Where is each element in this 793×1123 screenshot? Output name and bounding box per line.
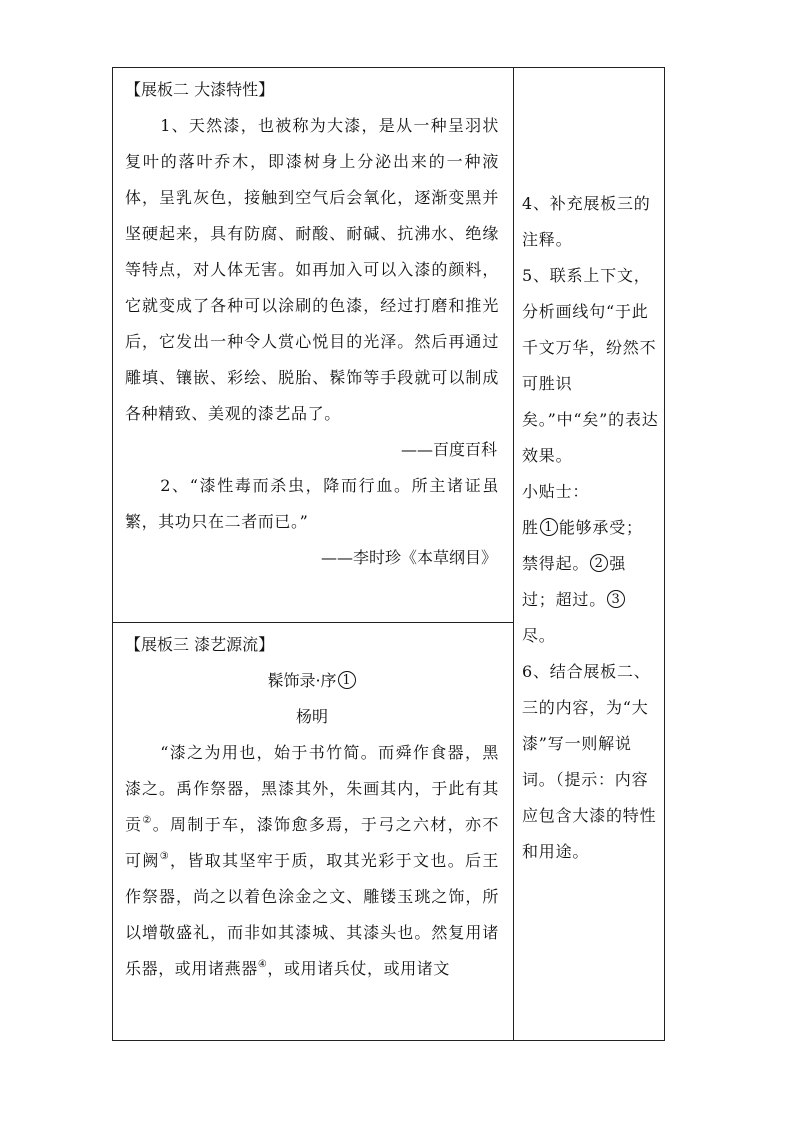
panel-two-source-2: ——李时珍《本草纲目》 (320, 548, 497, 567)
article-text-a: “漆之为用也，始于书竹简。而舜作食器，黑漆之。禹作祭器，黑漆其外，朱画其内，于此有其贡 (125, 743, 499, 834)
question-5: 5、联系上下文，分析画线句“于此千文万华，纷然不可胜识矣。”中“矣”的表达效果。 (522, 266, 659, 465)
tip-marker-1: 1 (540, 518, 558, 536)
article-text-d: ，或用诸兵仗，或用诸文 (267, 959, 450, 978)
tip-marker-3: 3 (607, 590, 625, 608)
questions-cell (514, 68, 665, 1040)
article-text-c: ，皆取其坚牢于质，取其光彩于文也。后王作祭器，尚之以着色涂金之文、雕镂玉珧之饰，所以增敬盛礼，而非如其漆城、其漆头也。然复用诸乐器，或用诸燕器 (125, 851, 500, 978)
article-heading (125, 663, 499, 699)
tip-text-c: 强过；超过。 (522, 554, 627, 609)
panel-two-paragraph-2: 2、“漆性毒而杀虫，降而行血。所主诸证虽繁，其功只在二者而已。” (125, 476, 499, 531)
tip-marker-2: 2 (590, 554, 608, 572)
panel-three-cell (113, 623, 513, 1041)
tip-text-a: 胜 (522, 518, 539, 537)
article-body (125, 735, 499, 987)
article-heading-text: 髹饰录·序 (267, 671, 337, 690)
panel-two-cell (113, 68, 513, 622)
document-table (112, 67, 665, 1041)
tip-text-d: 尽。 (522, 626, 556, 645)
article-author: 杨明 (295, 707, 328, 726)
footnote-marker-4: ④ (257, 959, 268, 970)
tip-text-b: 能够承受；禁得起。 (522, 518, 643, 573)
footnote-marker-3: ③ (159, 851, 171, 862)
panel-three-title: 【展板三 漆艺源流】 (125, 635, 275, 654)
question-4: 4、补充展板三的注释。 (522, 194, 651, 249)
article-text-b: 。周制于车，漆饰愈多焉，于弓之六材，亦不可阙 (125, 815, 499, 870)
footnote-marker-2: ② (142, 815, 153, 826)
panel-two-paragraph-1: 1、天然漆，也被称为大漆，是从一种呈羽状复叶的落叶乔木，即漆树身上分泌出来的一种液体，呈乳灰色，接触到空气后会氧化，逐渐变黑并坚硬起来，具有防腐、耐酸、耐碱、抗沸水、绝缘等特点，对人体无害。如再加入可以入漆的颜料，它就变成了各种可以涂刷的色漆，经过打磨和推光后，它发出一种令人赏心悦目的光泽。然后再通过雕填、镶嵌、彩绘、脱胎、髹饰等手段就可以制成各种精致、美观的漆艺品了。 (125, 116, 499, 423)
footnote-marker-1: 1 (338, 671, 356, 689)
panel-two-title: 【展板二 大漆特性】 (125, 80, 275, 99)
questions-top-spacer (522, 68, 659, 186)
panel-two-source-1: ——百度百科 (400, 440, 497, 459)
question-6: 6、结合展板二、三的内容，为“大漆”写一则解说词。（提示：内容应包含大漆的特性和用途。 (522, 662, 657, 861)
tip-content (522, 510, 659, 654)
tip-label: 小贴士： (522, 482, 590, 501)
